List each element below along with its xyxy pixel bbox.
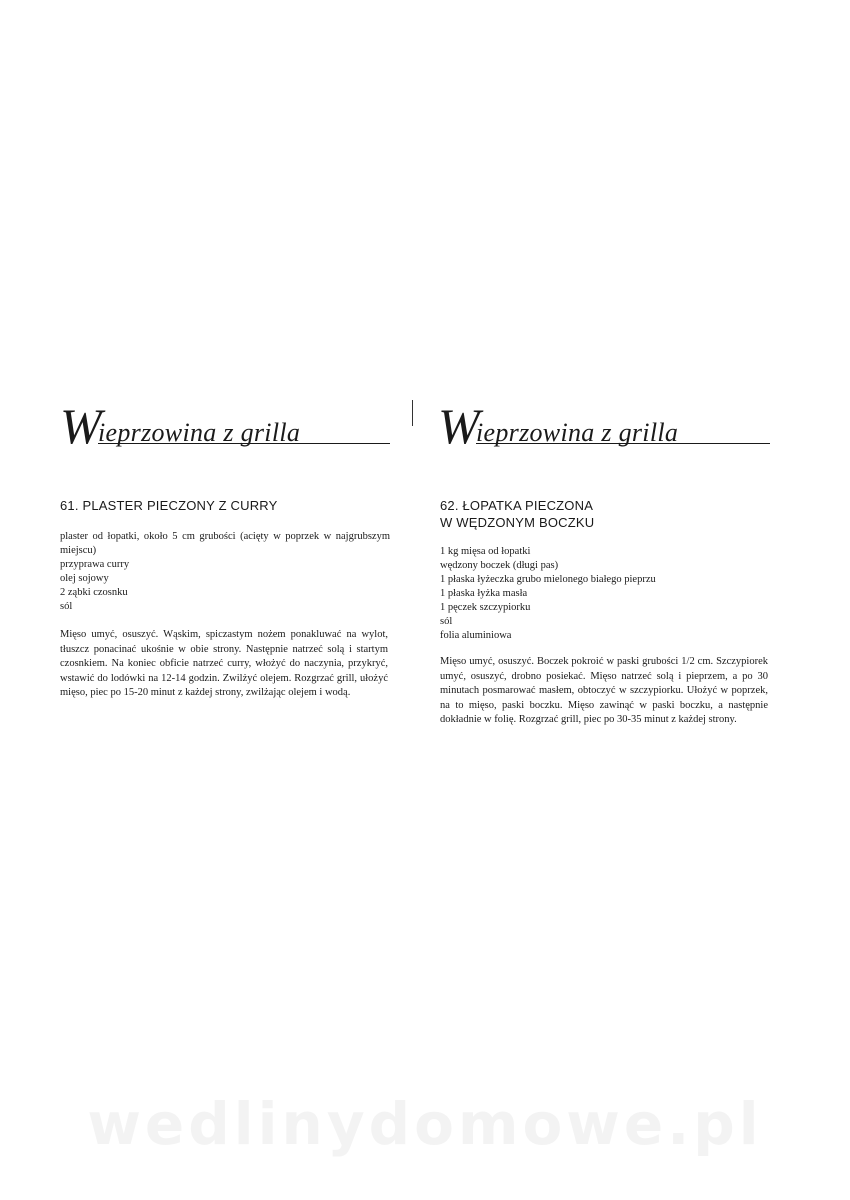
method-paragraph: Mięso umyć, osuszyć. Wąskim, spiczastym nożem ponakluwać na wylot, tłuszcz ponacinać ukośnie w obie strony. Następnie natrzeć solą i startym czosnkiem. Na koniec obficie natrzeć curry, włożyć do naczynia, przykryć, wstawić do lodówki na 12-14 godzin. Zwilżyć olejem. Rozgrzać grill, ułożyć mięso, piec po 15-20 minut z każdej strony, zwilżając olejem i wodą. [60,629,388,698]
ingredient-item: 1 pęczek szczypiorku [440,602,531,613]
ingredient-item: sól [60,601,73,612]
header-initial: W [60,398,102,454]
ingredient-item: 1 płaska łyżka masła [440,588,528,599]
method-paragraph: Mięso umyć, osuszyć. Boczek pokroić w paski grubości 1/2 cm. Szczypiorek umyć, osuszyć, drobno posiekać. Mięso natrzeć solą i pieprzem, a po 30 minutach posmarować masłem, obtoczyć w szczypiorku. Ułożyć w poprzek, na to mięso, paski boczku. Mięso zawinąć w paski boczku, a następnie dokładnie w folię. Rozgrzać grill, piec po 30-35 minut z każdej strony. [440,656,768,725]
ingredient-item: plaster od łopatki, około 5 cm grubości (acięty w poprzek w najgrubszym miejscu) [60,531,390,556]
watermark: wedlinydomowe.pl [87,1090,763,1158]
recipe-title [440,497,770,531]
section-header [440,398,770,458]
ingredient-item: 1 kg mięsa od łopatki [440,546,531,557]
recipe-title-line: 62. ŁOPATKA PIECZONA [440,498,594,513]
section-header [60,398,390,458]
right-page [440,0,770,1200]
page-divider [412,400,413,426]
header-text: ieprzowina z grilla [98,418,301,447]
header-rule [476,443,770,444]
header-text: ieprzowina z grilla [476,418,679,447]
ingredient-item: sól [440,616,453,627]
ingredient-item: przyprawa curry [60,559,130,570]
left-page [60,0,390,1200]
recipe-title-line: 61. PLASTER PIECZONY Z CURRY [60,498,278,513]
header-initial: W [438,398,480,454]
ingredient-item: wędzony boczek (długi pas) [440,560,559,571]
recipe-title [60,497,390,514]
ingredient-item: folia aluminiowa [440,630,512,641]
ingredient-list [440,545,770,643]
header-rule [98,443,390,444]
ingredient-item: olej sojowy [60,573,109,584]
recipe-title-line: W WĘDZONYM BOCZKU [440,515,595,530]
ingredient-item: 1 płaska łyżeczka grubo mielonego białego pieprzu [440,574,656,585]
ingredient-list [60,530,390,614]
ingredient-item: 2 ząbki czosnku [60,587,128,598]
